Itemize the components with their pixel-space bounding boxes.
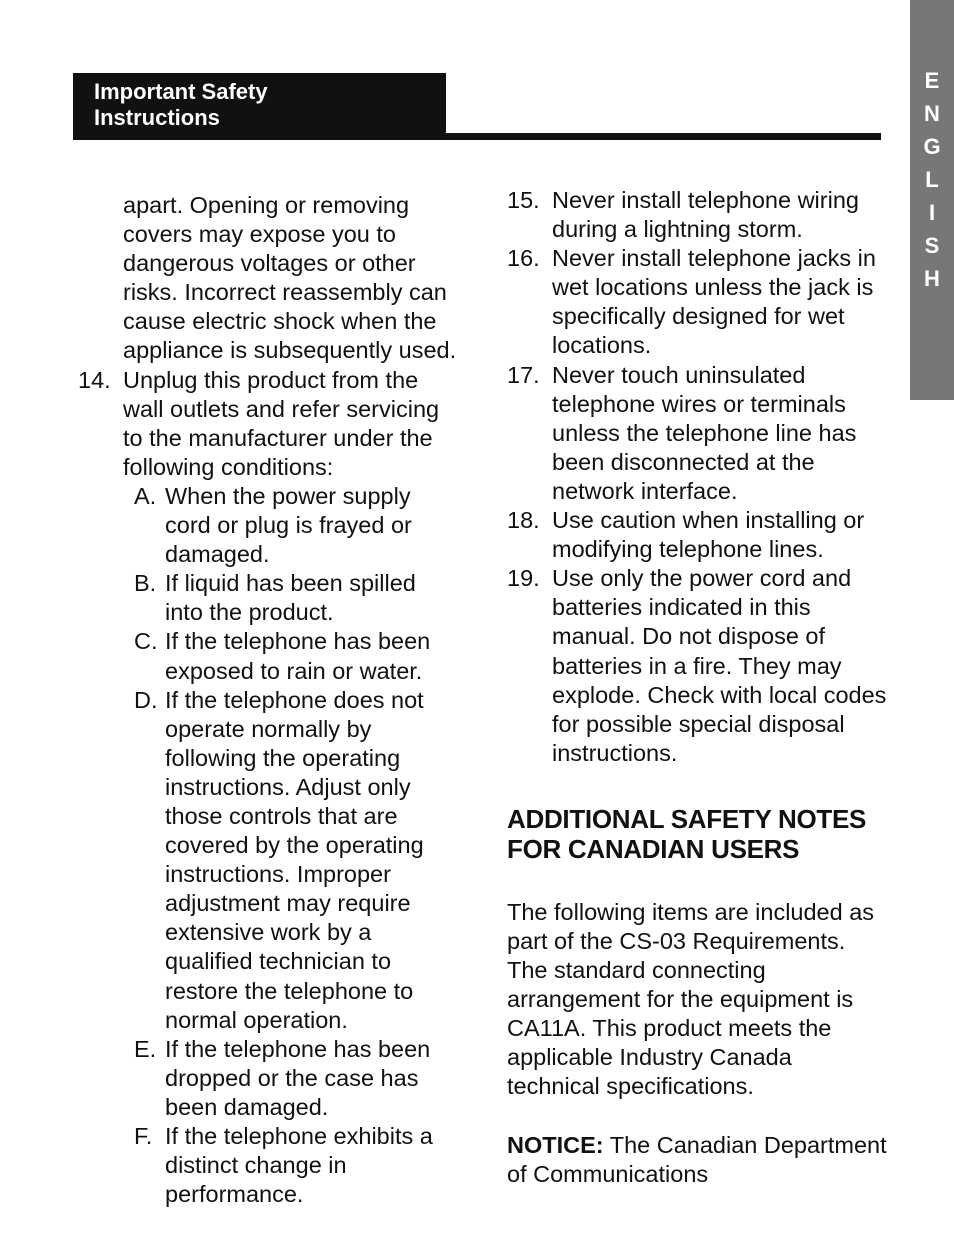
item-text: Never install telephone jacks in wet locations unless the jack is specifically designed for wet locations. <box>552 245 876 359</box>
list-item-14 <box>78 366 458 482</box>
item-text: Never install telephone wiring during a lightning storm. <box>552 187 859 243</box>
language-letter: N <box>924 101 940 126</box>
item-text: Use caution when installing or modifying telephone lines. <box>552 507 865 563</box>
item-number: 19. <box>507 565 540 592</box>
language-tab <box>910 0 954 400</box>
item-number: 14. <box>78 366 111 393</box>
sub-item-c <box>78 627 458 685</box>
sub-item-text: If the telephone has been dropped or the case has been damaged. <box>165 1035 431 1120</box>
header-divider <box>73 133 881 140</box>
sub-item-a <box>78 482 458 569</box>
item-number: 15. <box>507 187 540 213</box>
sub-item-letter: A. <box>134 482 157 509</box>
sub-item-letter: C. <box>134 628 158 655</box>
item-number: 17. <box>507 361 540 388</box>
list-item-19 <box>507 564 887 768</box>
language-letter: H <box>924 266 940 291</box>
section-heading <box>507 804 887 864</box>
list-item-18 <box>507 506 887 564</box>
notice-paragraph <box>507 1131 887 1189</box>
sub-item-text: When the power supply cord or plug is frayed or damaged. <box>165 482 412 568</box>
item-number: 16. <box>507 245 540 272</box>
sub-item-letter: B. <box>134 570 157 597</box>
sub-item-f <box>78 1122 458 1209</box>
item-text: Never touch uninsulated telephone wires or terminals unless the telephone line has been disconnected at the network interface. <box>552 361 857 504</box>
section-heading-line2: FOR CANADIAN USERS <box>507 833 800 864</box>
language-letter: E <box>924 68 940 93</box>
sub-item-b <box>78 569 458 627</box>
sub-item-text: If liquid has been spilled into the product. <box>165 570 416 626</box>
item-text: Unplug this product from the wall outlets and refer servicing to the manufacturer under the following conditions: <box>123 366 440 480</box>
language-letter: S <box>924 233 940 258</box>
header-title-line2: Instructions <box>94 105 220 130</box>
sub-item-e <box>78 1035 458 1122</box>
header-title-line1: Important Safety <box>94 79 268 104</box>
item-13-continuation: apart. Opening or removing covers may expose you to dangerous voltages or other risks. Incorrect reassembly can cause electric shock when the appliance is subsequently used. <box>123 192 457 364</box>
item-number: 18. <box>507 507 540 534</box>
sub-item-letter: E. <box>134 1035 157 1062</box>
sub-item-text: If the telephone has been exposed to rain or water. <box>165 628 431 684</box>
notice-text: The Canadian Department of Communications <box>507 1131 887 1187</box>
left-column <box>78 191 458 1209</box>
language-letter: G <box>923 134 941 159</box>
language-letter: I <box>928 200 936 225</box>
sub-item-text: If the telephone exhibits a distinct change in performance. <box>165 1123 433 1208</box>
section-body: The following items are included as part of the CS-03 Requirements. The standard connecting arrangement for the equipment is CA11A. This product meets the applicable Industry Canada technical specifications. <box>507 898 875 1100</box>
language-letter: L <box>925 167 939 192</box>
notice-label: NOTICE: <box>507 1131 604 1158</box>
right-column <box>507 186 887 1189</box>
list-item-16 <box>507 244 887 360</box>
sub-item-letter: D. <box>134 686 158 713</box>
item-text: Use only the power cord and batteries indicated in this manual. Do not dispose of batteries in a fire. They may explode. Check with local codes for possible special disposal instructions. <box>552 565 887 766</box>
sub-item-text: If the telephone does not operate normally by following the operating instructions. Adjust only those controls that are covered by the operating instructions. Improper adjustment may require extensive work by a qualified technician to restore the telephone to normal operation. <box>165 686 424 1033</box>
sub-item-letter: F. <box>134 1123 153 1149</box>
sub-item-d <box>78 686 458 1035</box>
section-heading-line1: ADDITIONAL SAFETY NOTES <box>507 803 867 834</box>
section-header <box>73 73 446 137</box>
list-item-17 <box>507 361 887 506</box>
list-item-15 <box>507 186 887 244</box>
